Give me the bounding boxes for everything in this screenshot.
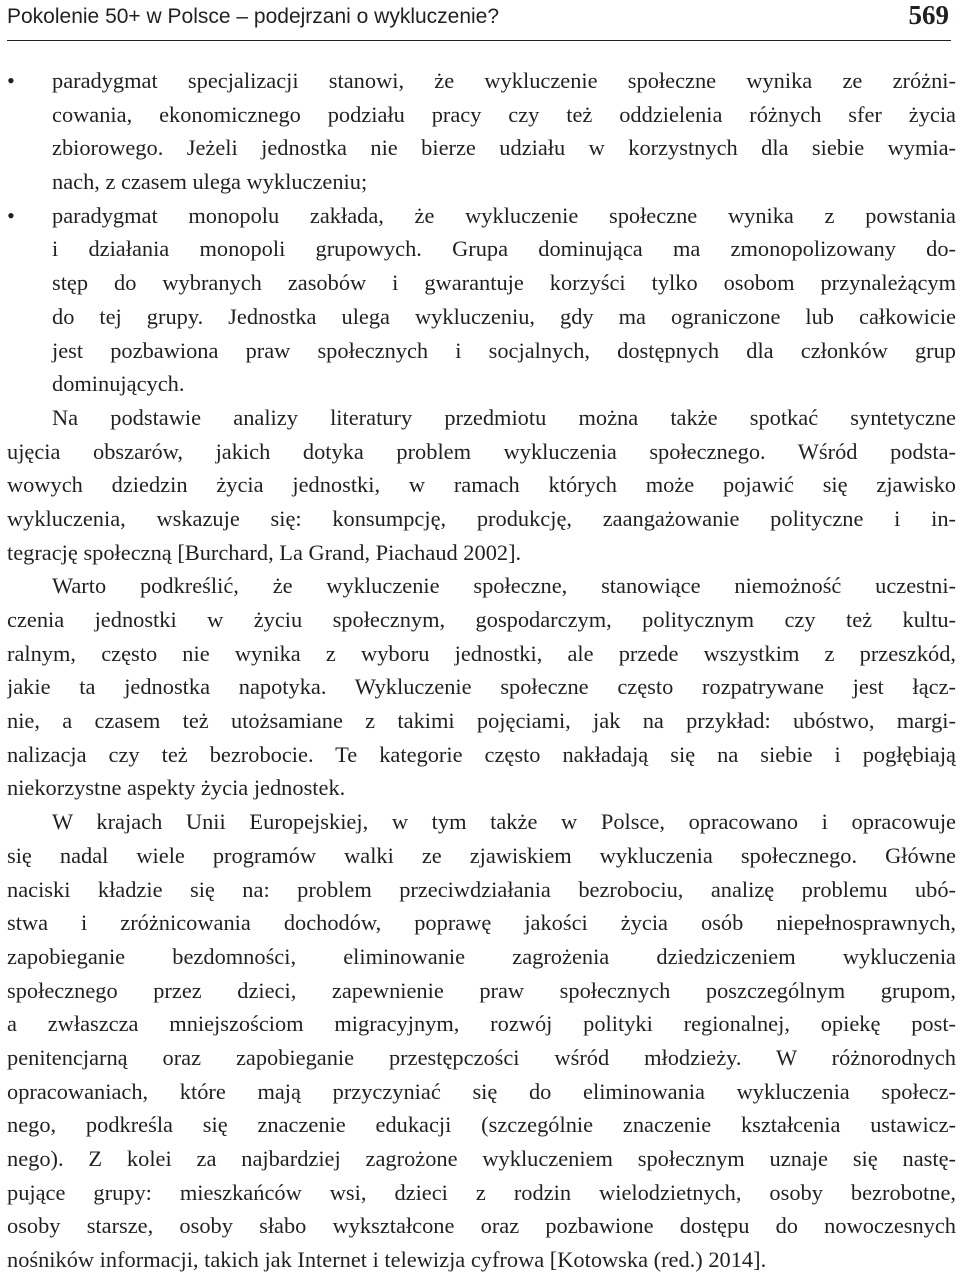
text-line bbox=[7, 64, 956, 98]
text-line: do tej grupy. Jednostka ulega wykluczeniu, gdy ma ograniczone lub całkowicie bbox=[52, 303, 956, 329]
text-line: stwa i zróżnicowania dochodów, poprawę jakości życia osób niepełnosprawnych, bbox=[7, 910, 956, 936]
bullet-first-line-text: paradygmat monopolu zakłada, że wykluczenie społeczne wynika z powstania bbox=[52, 202, 956, 228]
paragraph bbox=[7, 569, 956, 805]
bullet-icon: • bbox=[7, 202, 15, 228]
text-line: penitencjarną oraz zapobieganie przestępczości wśród młodzieży. W różnorodnych bbox=[7, 1044, 956, 1070]
text-line: nalizacja czy też bezrobocie. Te kategorie często nakładają się na siebie i pogłębiają bbox=[7, 741, 956, 767]
text-line: nośników informacji, takich jak Internet i telewizja cyfrowa [Kotowska (red.) 2014]. bbox=[7, 1247, 767, 1273]
text-line: Na podstawie analizy literatury przedmiotu można także spotkać syntetyczne bbox=[52, 404, 956, 430]
text-line: zapobieganie bezdomności, eliminowanie zagrożenia dziedziczeniem wykluczenia bbox=[7, 943, 956, 969]
bullet-item bbox=[7, 64, 956, 199]
running-title: Pokolenie 50+ w Polsce – podejrzani o wykluczenie? bbox=[7, 5, 500, 28]
text-line: nego, podkreśla się znaczenie edukacji (szczególnie znaczenie kształcenia ustawicz- bbox=[7, 1112, 956, 1138]
paragraph bbox=[7, 805, 956, 1277]
body-text bbox=[7, 64, 956, 1277]
text-line: stęp do wybranych zasobów i gwarantuje korzyści tylko osobom przynależącym bbox=[52, 270, 956, 296]
text-line: zbiorowego. Jeżeli jednostka nie bierze udziału w korzystnych dla siebie wymia- bbox=[52, 135, 956, 161]
bullet-icon: • bbox=[7, 68, 15, 93]
text-line: a zwłaszcza mniejszościom migracyjnym, rozwój polityki regionalnej, opiekę post- bbox=[7, 1011, 956, 1037]
text-line: nego). Z kolei za najbardziej zagrożone wykluczeniem społecznym uznaje się nastę- bbox=[7, 1146, 956, 1171]
text-line: ujęcia obszarów, jakich dotyka problem wykluczenia społecznego. Wśród podsta- bbox=[7, 438, 956, 464]
text-line: nie, a czasem też utożsamiane z takimi pojęciami, jak na przykład: ubóstwo, margi- bbox=[7, 708, 956, 734]
text-line: społecznego przez dzieci, zapewnienie praw społecznych poszczególnym grupom, bbox=[7, 977, 956, 1003]
text-line: Warto podkreślić, że wykluczenie społeczne, stanowiące niemożność uczestni- bbox=[52, 573, 956, 599]
page-number: 569 bbox=[908, 0, 949, 30]
text-line: czenia jednostki w życiu społecznym, gospodarczym, politycznym czy też kultu- bbox=[7, 607, 956, 632]
text-line: wykluczenia, wskazuje się: konsumpcję, produkcję, zaangażowanie polityczne i in- bbox=[7, 505, 956, 531]
bullet-item bbox=[7, 199, 956, 401]
paragraph bbox=[7, 401, 956, 569]
text-line: jakie ta jednostka napotyka. Wykluczenie społeczne często rozpatrywane jest łącz- bbox=[7, 674, 956, 700]
running-header bbox=[7, 0, 951, 41]
text-line: tegrację społeczną [Burchard, La Grand, Piachaud 2002]. bbox=[7, 539, 522, 565]
text-line: wowych dziedzin życia jednostki, w ramach których może pojawić się zjawisko bbox=[7, 472, 956, 498]
text-line: niekorzystne aspekty życia jednostek. bbox=[7, 775, 346, 801]
text-line: W krajach Unii Europejskiej, w tym także w Polsce, opracowano i opracowuje bbox=[52, 809, 956, 835]
text-line: cowania, ekonomicznego podziału pracy czy też oddzielenia różnych sfer życia bbox=[52, 101, 956, 127]
text-line: pujące grupy: mieszkańców wsi, dzieci z rodzin wielodzietnych, osoby bezrobotne, bbox=[7, 1179, 956, 1205]
text-line: i działania monopoli grupowych. Grupa dominująca ma zmonopolizowany do- bbox=[52, 236, 956, 262]
text-line: nach, z czasem ulega wykluczeniu; bbox=[52, 169, 368, 195]
text-line: się nadal wiele programów walki ze zjawiskiem wykluczenia społecznego. Główne bbox=[7, 842, 956, 868]
text-line bbox=[7, 199, 956, 233]
text-line: jest pozbawiona praw społecznych i socjalnych, dostępnych dla członków grup bbox=[52, 337, 956, 363]
text-line: naciski kładzie się na: problem przeciwdziałania bezrobociu, analizę problemu ubó- bbox=[7, 876, 956, 902]
text-line: dominujących. bbox=[52, 371, 185, 397]
text-line: osoby starsze, osoby słabo wykształcone oraz pozbawione dostępu do nowoczesnych bbox=[7, 1213, 956, 1239]
bullet-first-line-text: paradygmat specjalizacji stanowi, że wykluczenie społeczne wynika ze zróżni- bbox=[52, 68, 956, 93]
text-line: ralnym, często nie wynika z wyboru jednostki, ale przede wszystkim z przeszkód, bbox=[7, 640, 956, 666]
text-line: opracowaniach, które mają przyczyniać się do eliminowania wykluczenia społecz- bbox=[7, 1078, 956, 1104]
